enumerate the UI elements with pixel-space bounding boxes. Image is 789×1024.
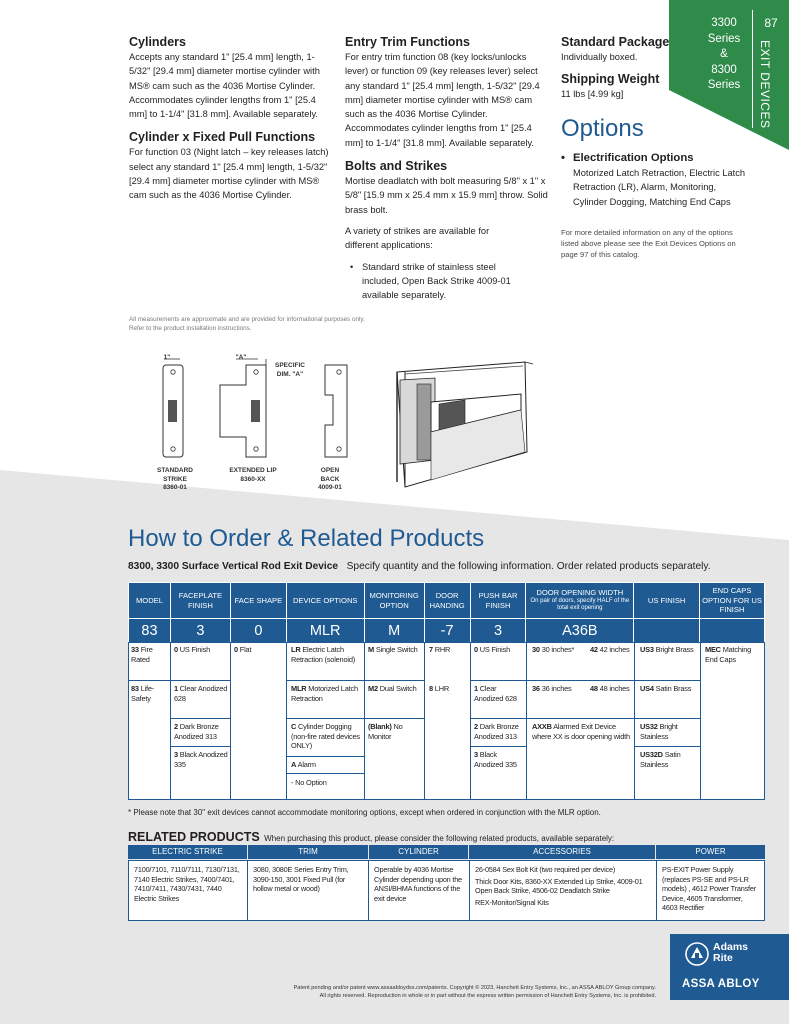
order-table: [128, 582, 765, 643]
order-code-row: [129, 619, 765, 643]
faceplate-0: 0 US Finish: [174, 645, 211, 654]
std-package-text: Individually boxed.: [561, 52, 638, 62]
opening-axxb: AXXB Alarmed Exit Device where XX is door opening width: [532, 722, 630, 741]
standard-strike-label: STANDARD STRIKE 8360-01: [157, 467, 193, 491]
rp-header-electric-strike: ELECTRIC STRIKE: [128, 845, 247, 859]
rp-header-trim: TRIM: [248, 845, 368, 859]
fixed-pull-title: Cylinder x Fixed Pull Functions: [129, 130, 316, 145]
extended-lip-drawing: [220, 359, 266, 457]
rp-header-power: POWER: [656, 845, 765, 859]
bolts-title: Bolts and Strikes: [345, 159, 448, 174]
code-face-shape: 0: [230, 619, 286, 643]
page-number: 87: [764, 16, 778, 30]
order-header-row: [129, 583, 765, 619]
us-finish-us32d: US32D Satin Stainless: [640, 750, 681, 769]
end-caps-options: [700, 642, 765, 800]
model-33: 33 Fire Rated: [131, 645, 153, 664]
us-finish-us32: US32 Bright Stainless: [640, 722, 678, 741]
code-opening: A36B: [526, 619, 634, 643]
shipping-title: Shipping Weight: [561, 72, 660, 87]
rp-header-accessories: ACCESSORIES: [469, 845, 655, 859]
std-package-title: Standard Package: [561, 35, 670, 49]
code-model: 83: [129, 619, 171, 643]
divider: [634, 746, 701, 747]
header-us-finish: US FINISH: [634, 583, 700, 619]
device-option-c: C Cylinder Dogging (non-fire rated devices ONLY): [291, 722, 360, 750]
header-monitoring: MONITORING OPTION: [364, 583, 424, 619]
header-model: MODEL: [129, 583, 171, 619]
divider: [170, 746, 231, 747]
divider: [470, 746, 527, 747]
monitoring-blank: (Blank) No Monitor: [368, 722, 403, 741]
end-caps-mec: MEC Matching End Caps: [705, 645, 752, 664]
device-options-list: [286, 642, 365, 800]
opening-options: [526, 642, 635, 800]
divider: [286, 680, 365, 681]
options-title: Options: [561, 115, 644, 142]
us-finish-us4: US4 Satin Brass: [640, 684, 692, 693]
divider: [634, 718, 701, 719]
code-end-caps: [700, 619, 765, 643]
push-bar-3: 3 Black Anodized 335: [474, 750, 517, 769]
fixed-pull-text: For function 03 (Night latch – key releases latch) select any standard 1" [25.4 mm] length, 1-5/32" [29.4 mm] diameter mortise cylinder with MS® cam such as the 4036 Mortise Cylinder.: [129, 147, 329, 201]
code-monitoring: M: [364, 619, 424, 643]
monitoring-options: [364, 642, 425, 800]
code-handing: -7: [424, 619, 470, 643]
related-intro: When purchasing this product, please consider the following related products, available separately:: [264, 834, 615, 843]
push-bar-options: [470, 642, 527, 800]
section-label: EXIT DEVICES: [758, 40, 772, 129]
us-finish-options: [634, 642, 701, 800]
rp-trim: 3080, 3080E Series Entry Trim, 3090-150, 3001 Fixed Pull (for hollow metal or wood): [247, 860, 369, 921]
entry-trim-text: For entry trim function 08 (key locks/unlocks lever) or function 09 (key releases lever) select any standard 1" [25.4 mm] length, 1-5/32" [29.4 mm] diameter mortise cylinder with MS® cam such as the 4036 Mortise Cylinder. Accommodates cylinder lengths from 1" [25.4 mm] to 1-1/4" [31.8 mm]. Available separately.: [345, 52, 540, 148]
opening-48: 48 48 inches: [590, 684, 630, 693]
us-finish-us3: US3 Bright Brass: [640, 645, 694, 654]
monitoring-m2: M2 Dual Switch: [368, 684, 417, 693]
faceplate-2: 2 Dark Bronze Anodized 313: [174, 722, 219, 741]
divider: [526, 680, 635, 681]
column-package: [561, 34, 670, 102]
rp-power: PS-EXIT Power Supply (replaces PS-SE and PS-LR models) , 4612 Power Transfer Device, 4605 Transformer, 4603 Rectifier: [656, 860, 765, 921]
divider: [128, 680, 171, 681]
divider: [364, 718, 425, 719]
divider: [170, 680, 231, 681]
faceplate-3: 3 Black Anodized 335: [174, 750, 228, 769]
handing-options: [424, 642, 471, 800]
rp-header-cylinder: CYLINDER: [369, 845, 468, 859]
header-handing: DOOR HANDING: [424, 583, 470, 619]
divider: [170, 718, 231, 719]
divider: [286, 756, 365, 757]
exit-device-illustration: [395, 342, 535, 492]
dim-a-label: "A": [235, 354, 247, 361]
push-bar-2: 2 Dark Bronze Anodized 313: [474, 722, 519, 741]
header-end-caps: END CAPS OPTION FOR US FINISH: [700, 583, 765, 619]
related-heading: [128, 828, 768, 846]
header-opening-width: DOOR OPENING WIDTH On pair of doors, specify HALF of the total exit opening: [526, 583, 634, 619]
elec-text: Motorized Latch Retraction, Electric Latch Retraction (LR), Alarm, Monitoring, Cylinder Dogging, Matching End Caps: [573, 168, 746, 207]
adams-rite-emblem-icon: [684, 941, 710, 967]
assa-abloy-logo: ASSA ABLOY: [682, 978, 760, 990]
divider: [470, 680, 527, 681]
opening-30: 30 30 inches*: [532, 645, 575, 654]
divider: [634, 680, 701, 681]
related-title: RELATED PRODUCTS: [128, 830, 260, 844]
rp-cylinder: Operable by 4036 Mortise Cylinder depending upon the ANSI/BHMA functions of the exit device: [368, 860, 470, 921]
code-push-bar: 3: [470, 619, 526, 643]
cylinders-title: Cylinders: [129, 35, 186, 49]
column-entry-trim: [345, 34, 550, 302]
device-option-a: A Alarm: [291, 760, 316, 769]
code-faceplate: 3: [170, 619, 230, 643]
electrification-block: [561, 150, 751, 260]
tab-series-label: 3300 Series & 8300 Series: [707, 17, 741, 91]
divider: [364, 680, 425, 681]
product-name: 8300, 3300 Surface Vertical Rod Exit Device: [128, 561, 339, 572]
more-info-text: For more detailed information on any of the options listed above please see the Exit Devices Options on page 97 of this catalog.: [561, 227, 736, 259]
dim-1-label: 1": [163, 354, 171, 361]
handing-7: 7 RHR: [429, 645, 451, 654]
face-shape-0: 0 Flat: [234, 645, 252, 654]
cylinders-text: Accepts any standard 1" [25.4 mm] length, 1-5/32" [29.4 mm] diameter mortise cylinder with MS® cam such as the 4036 Mortise Cylinder. Accommodates cylinder lengths from 1" [25.4 mm] to 1-1/4" [31.8 mm]. Available separately.: [129, 52, 320, 120]
model-83: 83 Life-Safety: [131, 684, 155, 703]
header-face-shape: FACE SHAPE: [230, 583, 286, 619]
divider: [286, 773, 365, 774]
face-shape-options: [230, 642, 287, 800]
rp-accessories: 26-0584 Sex Bolt Kit (two required per device) Thick Door Kits, 8360-XX Extended Lip Strike, 4009-01 Open Back Strike, 4506-02 Deadlatch Strike REX-Monitor/Signal Kits: [469, 860, 657, 921]
faceplate-1: 1 Clear Anodized 628: [174, 684, 228, 703]
open-back-drawing: [325, 365, 347, 457]
device-option-mlr: MLR Motorized Latch Retraction: [291, 684, 358, 703]
model-options: [128, 642, 171, 800]
divider: [526, 718, 635, 719]
device-option-lr: LR Electric Latch Retraction (solenoid): [291, 645, 355, 664]
variety-text: A variety of strikes are available for different applications:: [345, 225, 490, 251]
push-bar-0: 0 US Finish: [474, 645, 511, 654]
handing-8: 8 LHR: [429, 684, 449, 693]
standard-strike-drawing: [163, 359, 183, 457]
specific-dim-label: SPECIFIC DIM. "A": [275, 362, 305, 378]
brand-logo: [670, 934, 789, 1000]
strike-bullet: • Standard strike of stainless steel included, Open Back Strike 4009-01 available separately.: [350, 260, 515, 303]
divider: [286, 718, 365, 719]
logo-name: Adams Rite: [713, 941, 749, 964]
divider: [470, 718, 527, 719]
code-device-options: MLR: [286, 619, 364, 643]
order-subheading: [128, 560, 768, 573]
monitoring-m: M Single Switch: [368, 645, 418, 654]
bolts-text: Mortise deadlatch with bolt measuring 5/8" x 1" x 5/8" [15.9 mm x 25.4 mm x 15.9 mm] throw. Solid brass bolt.: [345, 176, 548, 215]
rp-electric-strike: 7100/7101, 7110/7111, 7130/7131, 7140 Electric Strikes, 7400/7401, 7410/7411, 7430/7431, 7440 Electric Strikes: [128, 860, 248, 921]
tab-divider: [752, 10, 753, 128]
footer-text: Patent pending and/or patent www.assaabloydss.com/patents. Copyright © 2023, Hanchett Entry Systems, Inc., an ASSA ABLOY Group company. All rights reserved. Reproduction in whole or in part without the express written permission of Hanchett Entry Systems, Inc. is prohibited.: [293, 985, 656, 999]
extended-lip-label: EXTENDED LIP 8360-XX: [229, 467, 277, 483]
push-bar-1: 1 Clear Anodized 628: [474, 684, 517, 703]
header-device-options: DEVICE OPTIONS: [286, 583, 364, 619]
shipping-text: 11 lbs [4.99 kg]: [561, 89, 624, 100]
column-cylinders: [129, 34, 334, 203]
order-instructions: Specify quantity and the following information. Order related products separately.: [346, 561, 711, 572]
header-push-bar: PUSH BAR FINISH: [470, 583, 526, 619]
order-title: How to Order & Related Products: [128, 525, 485, 552]
code-us-finish: [634, 619, 700, 643]
device-option-none: - No Option: [291, 778, 327, 787]
entry-trim-title: Entry Trim Functions: [345, 35, 471, 49]
disclaimer: All measurements are approximate and are provided for informational purposes only. Refer to the product installation instructions.: [129, 316, 365, 332]
opening-36: 36 36 inches: [532, 684, 572, 693]
header-faceplate: FACEPLATE FINISH: [170, 583, 230, 619]
faceplate-options: [170, 642, 231, 800]
footnote: * Please note that 30" exit devices cannot accommodate monitoring options, except when ordered in conjunction with the MLR option.: [128, 808, 601, 817]
open-back-label: OPEN BACK 4009-01: [318, 467, 342, 491]
elec-title: • Electrification Options: [561, 150, 751, 166]
opening-42: 42 42 inches: [590, 645, 630, 654]
